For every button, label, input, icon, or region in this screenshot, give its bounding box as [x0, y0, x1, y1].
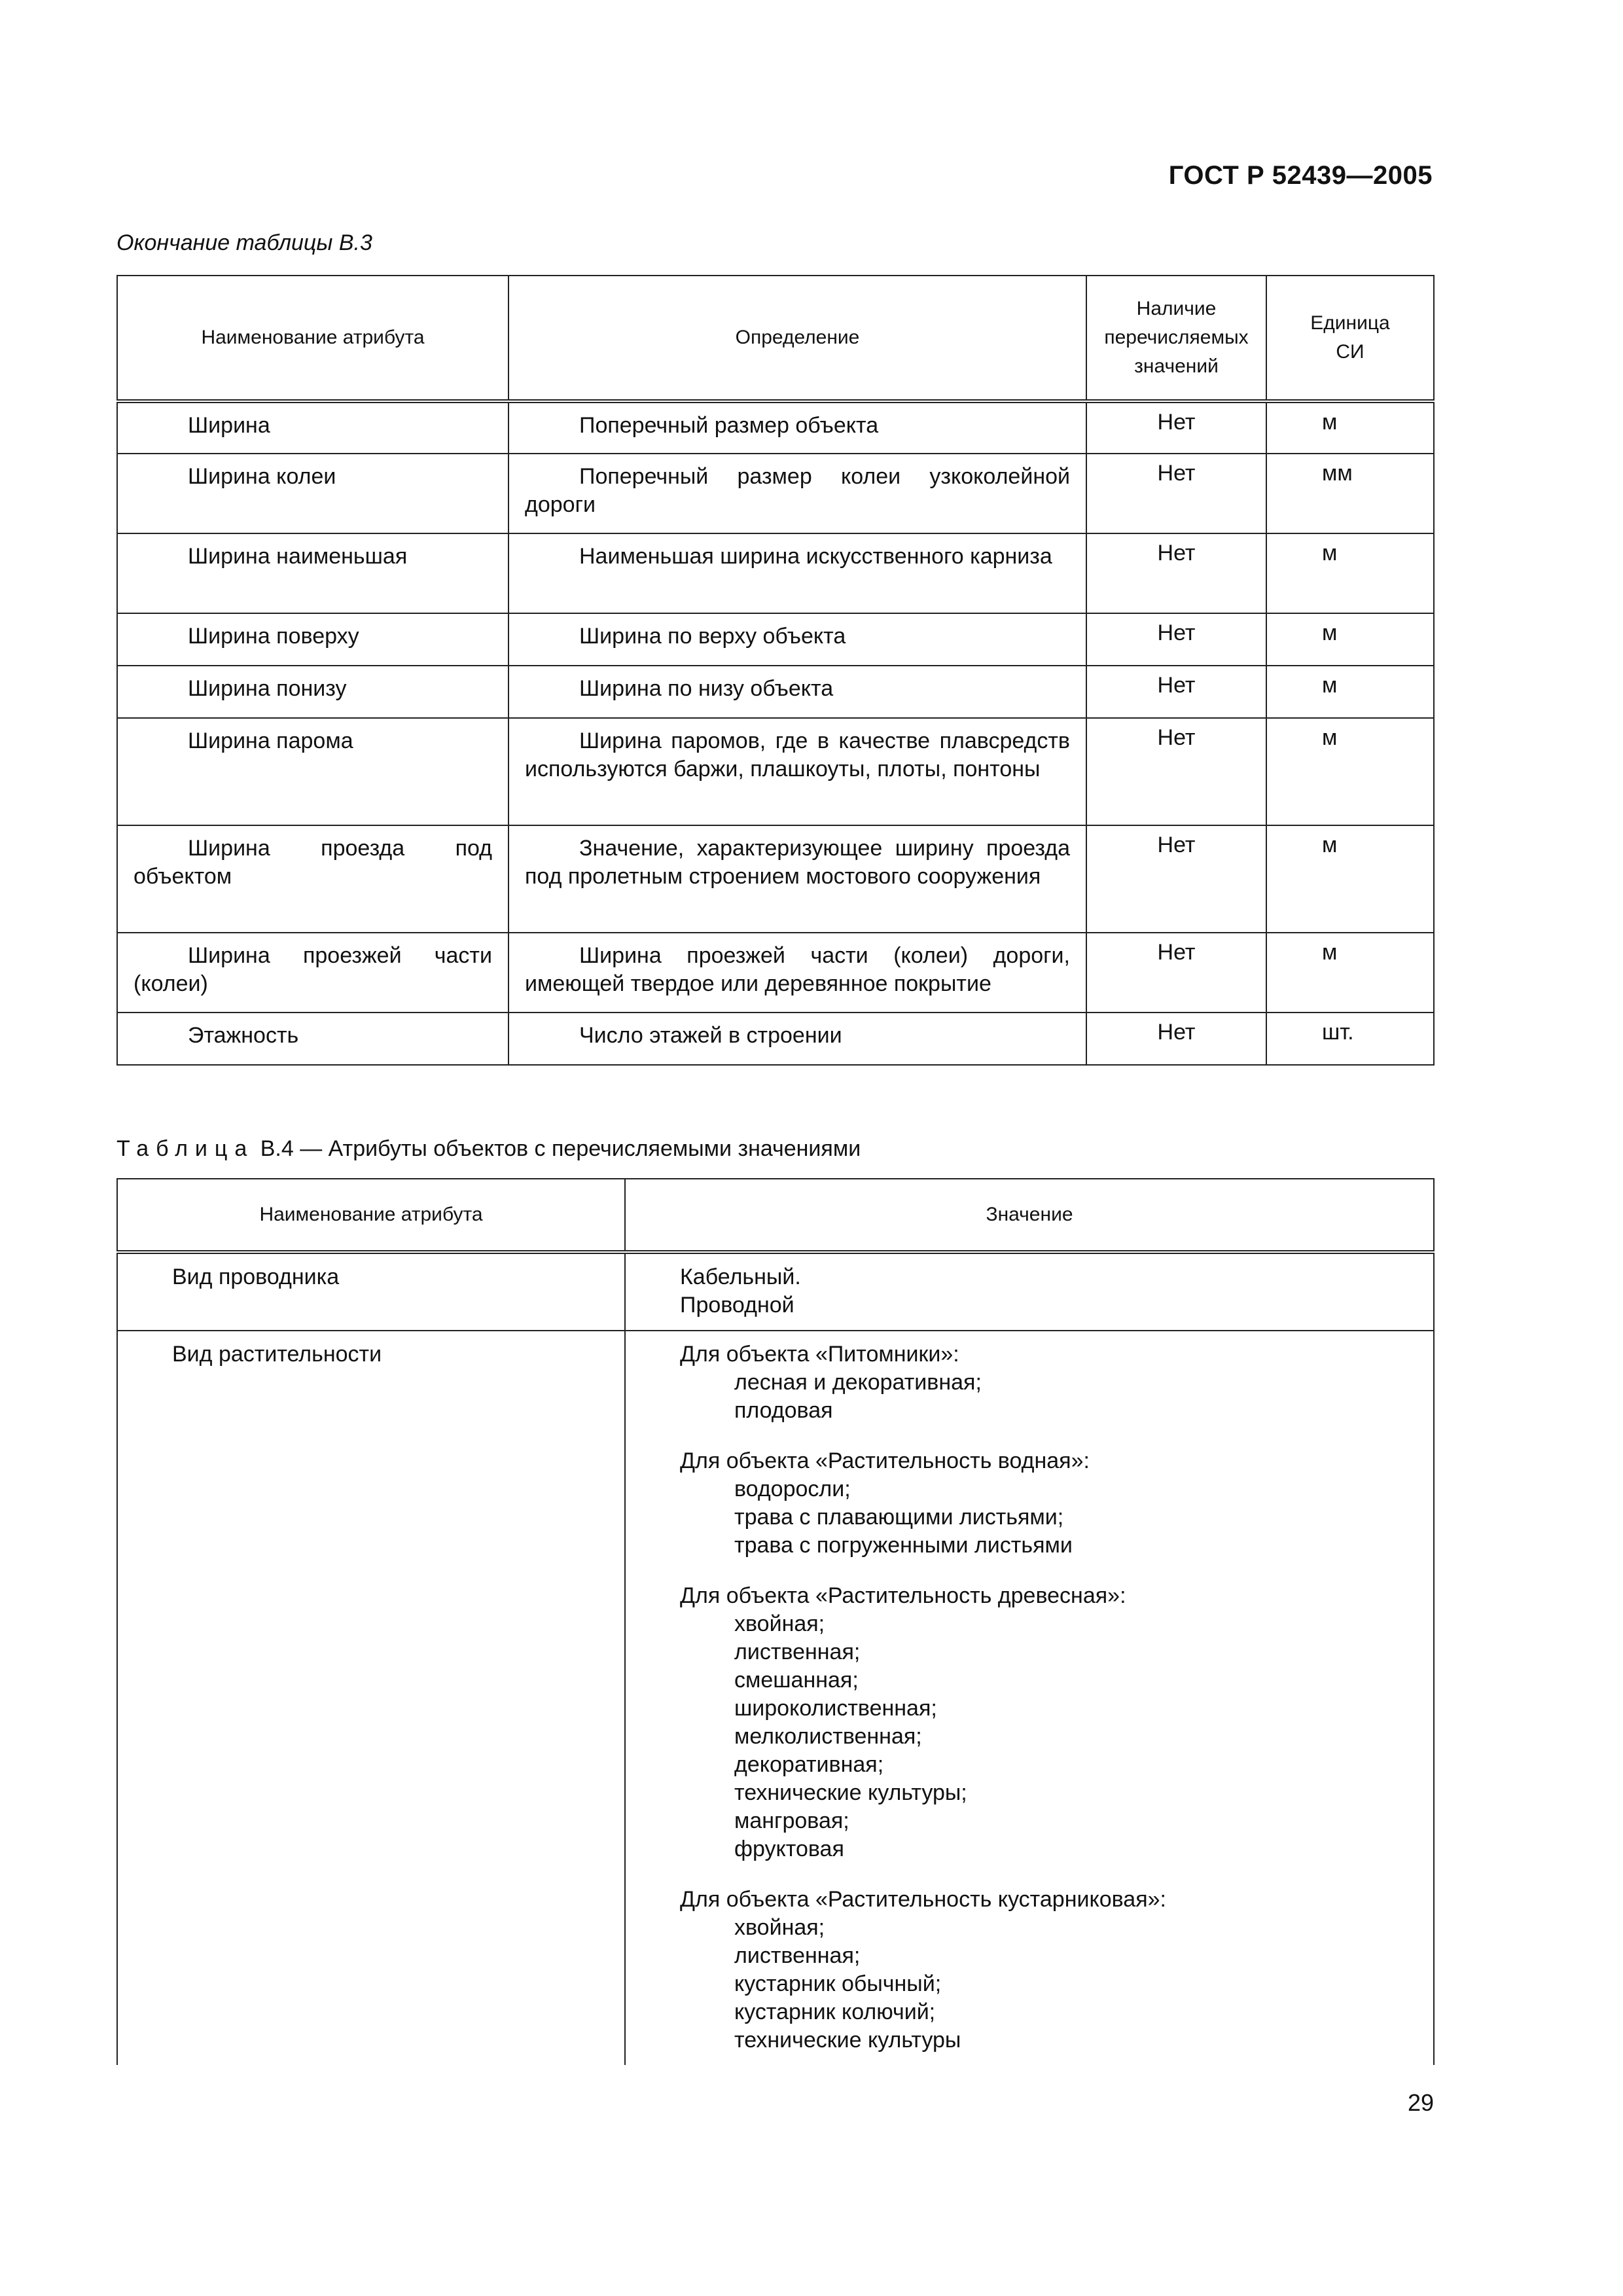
column-header-definition: Определение	[508, 276, 1086, 401]
table-row	[117, 613, 1434, 666]
value-item: смешанная;	[734, 1668, 859, 1693]
value-item: хвойная;	[734, 1915, 825, 1940]
table-b4-caption: В.4 — Атрибуты объектов с перечисляемыми значениями	[254, 1136, 861, 1161]
attribute-name: Ширина проезжей части (колеи)	[117, 933, 508, 1013]
attribute-definition: Ширина паромов, где в качестве плавсредств используются баржи, плашкоуты, плоты, понтоны	[508, 718, 1086, 825]
attribute-definition: Ширина проезжей части (колеи) дороги, имеющей твердое или деревянное покрытие	[508, 933, 1086, 1013]
value-item: трава с плавающими листьями;	[734, 1505, 1064, 1530]
value-group-heading: Для объекта «Питомники»:	[680, 1342, 959, 1367]
value-item: водоросли;	[734, 1477, 851, 1501]
value-item: кустарник колючий;	[734, 2000, 936, 2024]
table-row	[117, 933, 1434, 1013]
page-number: 29	[1407, 2089, 1434, 2116]
table-row	[117, 454, 1434, 533]
value-group-heading: Для объекта «Растительность древесная»:	[680, 1583, 1126, 1608]
enumerable-flag: Нет	[1086, 718, 1266, 825]
value-item: трава с погруженными листьями	[734, 1533, 1073, 1558]
value-line: Кабельный.	[680, 1265, 801, 1289]
value-item: плодовая	[734, 1398, 833, 1423]
value-item: технические культуры;	[734, 1780, 967, 1805]
table-header-row	[117, 276, 1434, 401]
enum-header-line: значений	[1134, 355, 1219, 377]
enumerable-flag: Нет	[1086, 666, 1266, 718]
enumerable-flag: Нет	[1086, 933, 1266, 1013]
si-unit: шт.	[1266, 1013, 1434, 1065]
value-group	[680, 1447, 1418, 1560]
enum-header-line: перечисляемых	[1104, 327, 1249, 348]
si-unit: м	[1266, 533, 1434, 613]
unit-header-line: СИ	[1336, 341, 1364, 363]
unit-header-line: Единица	[1310, 312, 1390, 334]
attribute-name: Ширина проезда под объектом	[117, 825, 508, 933]
column-header-value: Значение	[625, 1179, 1434, 1252]
table-b4-title	[116, 1136, 861, 1162]
column-header-enumerable	[1086, 276, 1266, 401]
attribute-definition: Поперечный размер объекта	[508, 401, 1086, 454]
si-unit: мм	[1266, 454, 1434, 533]
attribute-name: Этажность	[117, 1013, 508, 1065]
table-row-conductor	[117, 1252, 1434, 1331]
enumerable-flag: Нет	[1086, 454, 1266, 533]
value-item: хвойная;	[734, 1611, 825, 1636]
si-unit: м	[1266, 718, 1434, 825]
document-code: ГОСТ Р 52439—2005	[1168, 161, 1433, 190]
value-item: лесная и декоративная;	[734, 1370, 982, 1395]
table-word: Таблица	[116, 1136, 255, 1161]
attribute-name: Ширина наименьшая	[117, 533, 508, 613]
value-item: лиственная;	[734, 1640, 861, 1664]
column-header-unit	[1266, 276, 1434, 401]
column-header-name: Наименование атрибута	[117, 276, 508, 401]
attribute-name: Вид растительности	[117, 1331, 625, 2065]
enum-header-line: Наличие	[1136, 298, 1217, 319]
attribute-values	[625, 1331, 1434, 2065]
attribute-values	[625, 1252, 1434, 1331]
enumerable-flag: Нет	[1086, 613, 1266, 666]
attribute-definition: Поперечный размер колеи узкоколейной дороги	[508, 454, 1086, 533]
value-item: широколиственная;	[734, 1696, 937, 1721]
value-group	[680, 1582, 1418, 1863]
attribute-definition: Число этажей в строении	[508, 1013, 1086, 1065]
value-item: декоративная;	[734, 1752, 884, 1777]
column-header-name: Наименование атрибута	[117, 1179, 625, 1252]
table-continuation-label: Окончание таблицы В.3	[116, 230, 372, 255]
attribute-name: Ширина понизу	[117, 666, 508, 718]
si-unit: м	[1266, 401, 1434, 454]
enumerable-flag: Нет	[1086, 825, 1266, 933]
si-unit: м	[1266, 933, 1434, 1013]
table-row	[117, 666, 1434, 718]
si-unit: м	[1266, 613, 1434, 666]
value-group	[680, 1886, 1418, 2054]
attributes-table-b3	[116, 275, 1435, 1066]
value-item: фруктовая	[734, 1837, 844, 1861]
attribute-definition: Наименьшая ширина искусственного карниза	[508, 533, 1086, 613]
table-row	[117, 718, 1434, 825]
table-row	[117, 401, 1434, 454]
attribute-definition: Значение, характеризующее ширину проезда под пролетным строением мостового сооружения	[508, 825, 1086, 933]
value-group-heading: Для объекта «Растительность кустарниковая»:	[680, 1887, 1166, 1912]
value-line: Проводной	[680, 1293, 794, 1318]
si-unit: м	[1266, 666, 1434, 718]
enumerable-flag: Нет	[1086, 401, 1266, 454]
value-group-heading: Для объекта «Растительность водная»:	[680, 1448, 1090, 1473]
attribute-definition: Ширина по низу объекта	[508, 666, 1086, 718]
enumerable-flag: Нет	[1086, 533, 1266, 613]
value-item: мангровая;	[734, 1808, 849, 1833]
attribute-name: Ширина парома	[117, 718, 508, 825]
attribute-name: Ширина поверху	[117, 613, 508, 666]
attribute-definition: Ширина по верху объекта	[508, 613, 1086, 666]
table-row-vegetation	[117, 1331, 1434, 2065]
value-group	[680, 1340, 1418, 1425]
value-item: мелколиственная;	[734, 1724, 922, 1749]
attribute-name: Ширина	[117, 401, 508, 454]
table-row	[117, 533, 1434, 613]
table-header-row	[117, 1179, 1434, 1252]
enumerable-flag: Нет	[1086, 1013, 1266, 1065]
value-item: лиственная;	[734, 1943, 861, 1968]
value-item: кустарник обычный;	[734, 1971, 942, 1996]
table-row	[117, 1013, 1434, 1065]
attribute-name: Вид проводника	[117, 1252, 625, 1331]
table-row	[117, 825, 1434, 933]
enumerated-attributes-table-b4	[116, 1178, 1435, 2065]
si-unit: м	[1266, 825, 1434, 933]
attribute-name: Ширина колеи	[117, 454, 508, 533]
value-item: технические культуры	[734, 2028, 961, 2053]
